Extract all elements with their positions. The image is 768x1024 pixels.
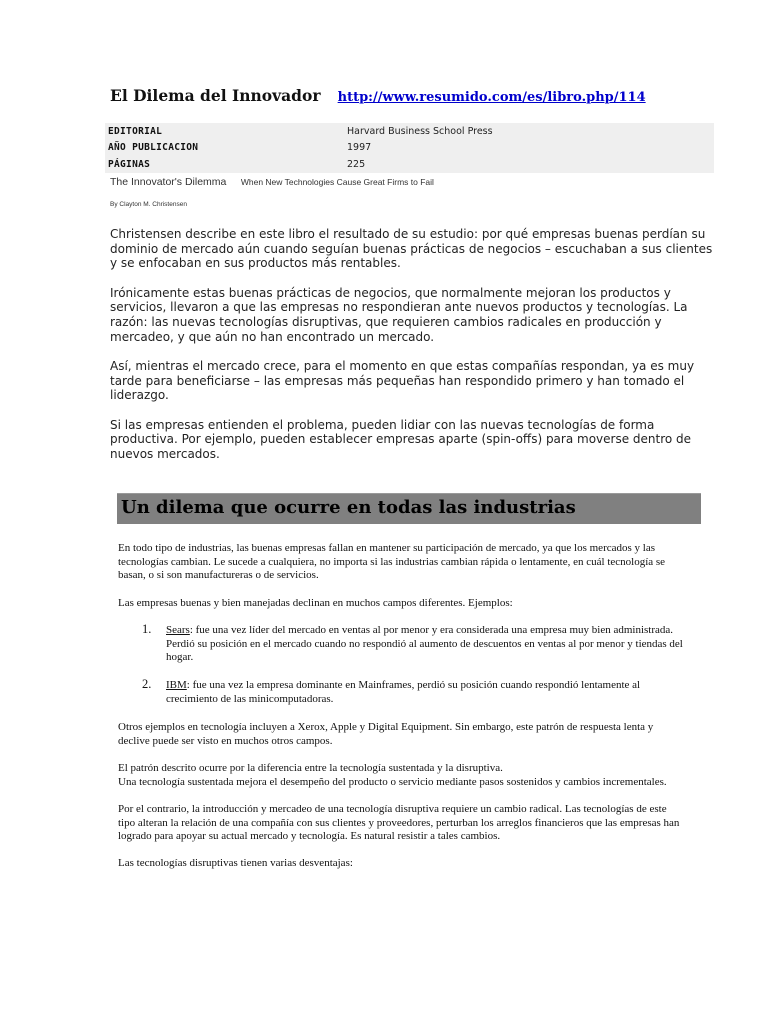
body-paragraph: En todo tipo de industrias, las buenas empresas fallan en mantener su participación de mercado, ya que los mercados y las tecnologías cambian. Le sucede a cualquiera, no importa si las industrias cambian rápida o lentamente, en cuál tecnología se basan, o si son manufactureras o de servicios. (118, 542, 666, 582)
section-body (118, 542, 684, 885)
section-header (117, 493, 701, 524)
company-name: Sears (166, 623, 190, 636)
book-title-line (110, 172, 434, 190)
intro-paragraph: Si las empresas entienden el problema, pueden lidiar con las nuevas tecnologías de forma productiva. Por ejemplo, pueden establecer empresas aparte (spin-offs) para moverse dentro de nuevos mercados. (110, 417, 692, 461)
author-line: By Clayton M. Christensen (110, 201, 187, 208)
body-paragraph: Las tecnologías disruptivas tienen varias desventajas: (118, 857, 353, 870)
intro-paragraph: Christensen describe en este libro el resultado de su estudio: por qué empresas buenas perdían su dominio de mercado aún cuando seguían buenas prácticas de negocios – escuchaban a sus clientes y se enfocaban en sus productos más rentables. (110, 227, 713, 271)
intro-paragraph: Así, mientras el mercado crece, para el momento en que estas compañías respondan, ya es muy tarde para beneficiarse – las empresas más pequeñas han respondido primero y han tomado el liderazgo. (110, 358, 695, 403)
info-value: 1997 (347, 142, 372, 154)
intro-paragraph: Irónicamente estas buenas prácticas de negocios, que normalmente mejoran los productos y servicios, llevaron a que las empresas no respondieran ante nuevos productos y tecnologías. La razón: las nuevas tecnologías disruptivas, que requieren cambios radicales en producción y mercadeo, y que aún no han encontrado un mercado. (110, 285, 688, 344)
example-text: : fue una vez líder del mercado en ventas al por menor y era considerada una empresa muy bien administrada. Perdió su posición en el mercado cuando no respondió al aumento de descuentos en ventas al por menor y tiendas del hogar. (166, 623, 683, 664)
body-sentence: El patrón descrito ocurre por la diferencia entre la tecnología sustentada y la disruptiva. (118, 761, 503, 774)
info-key: PÁGINAS (108, 158, 151, 170)
table-row (105, 140, 714, 157)
list-item (118, 679, 684, 706)
intro-section (110, 227, 716, 476)
info-key: AÑO PUBLICACION (108, 142, 199, 154)
body-paragraph: Otros ejemplos en tecnología incluyen a Xerox, Apple y Digital Equipment. Sin embargo, este patrón de respuesta lenta y declive puede ser visto en muchos otros campos. (118, 720, 654, 747)
document-title: El Dilema del Innovador (110, 86, 321, 105)
examples-list (118, 621, 684, 706)
title-row (110, 86, 646, 105)
example-text: : fue una vez la empresa dominante en Mainframes, perdió su posición cuando respondió lentamente al crecimiento de las minicomputadoras. (166, 679, 641, 705)
body-paragraph: Las empresas buenas y bien manejadas declinan en muchos campos diferentes. Ejemplos: (118, 596, 513, 609)
book-subtitle: When New Technologies Cause Great Firms to Fail (240, 177, 434, 187)
body-sentence: Una tecnología sustentada mejora el desempeño del producto o servicio mediante pasos sostenidos y cambios incrementales. (118, 775, 667, 788)
body-paragraph (118, 762, 684, 789)
list-item (118, 621, 684, 665)
body-paragraph: Por el contrario, la introducción y mercadeo de una tecnología disruptiva requiere un cambio radical. Las tecnologías de este tipo alteran la relación de una compañía con sus clientes y proveedores, perturban los arreglos financieros que las empresas han logrado para apoyar su actual mercado y tecnología. Es natural resistir a tales cambios. (118, 802, 680, 843)
info-key: EDITORIAL (108, 125, 163, 137)
book-info-table (105, 123, 714, 173)
table-row (105, 123, 714, 140)
section-title: Un dilema que ocurre en todas las industrias (121, 497, 576, 518)
source-link[interactable]: http://www.resumido.com/es/libro.php/114 (337, 90, 646, 105)
book-english-title: The Innovator's Dilemma (110, 176, 227, 188)
info-value: 225 (347, 158, 366, 170)
info-value: Harvard Business School Press (347, 125, 493, 137)
list-number: 2. (142, 677, 152, 692)
list-number: 1. (142, 621, 152, 636)
table-row (105, 156, 714, 173)
company-name: IBM (166, 679, 187, 692)
